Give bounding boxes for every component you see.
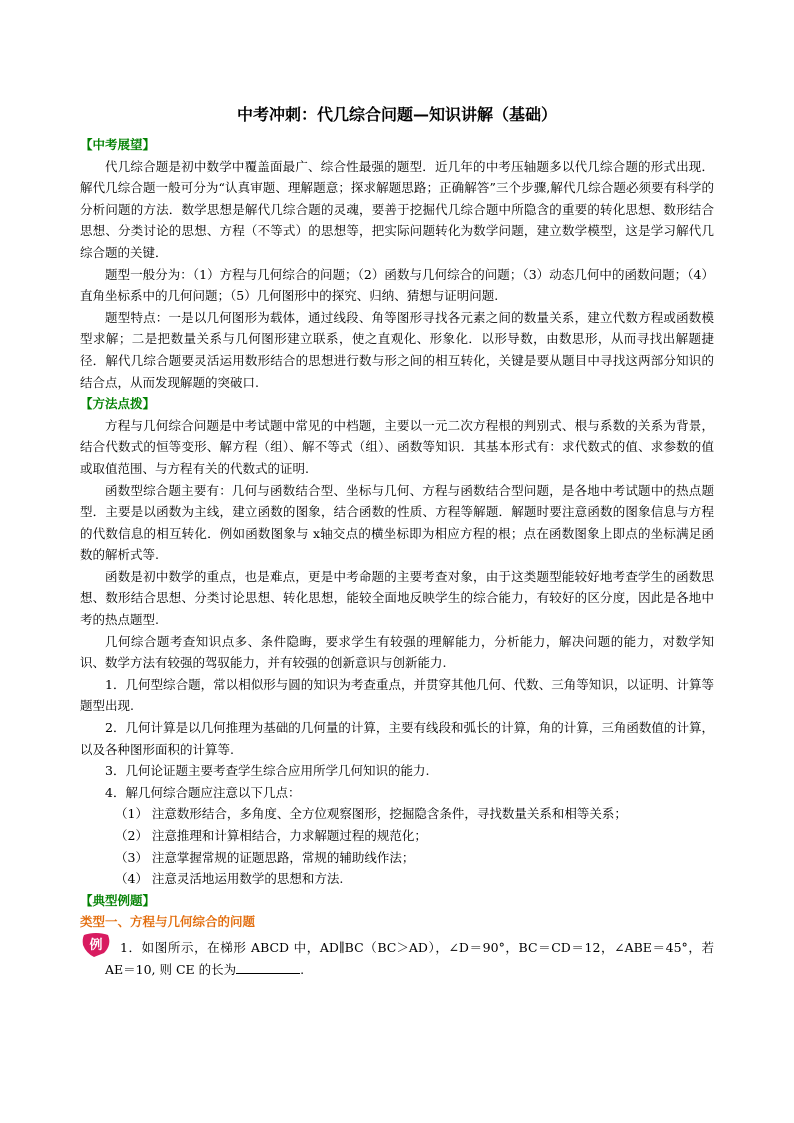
- subsection-heading-type1: 类型一、方程与几何综合的问题: [80, 914, 256, 930]
- paragraph: 几何综合题考查知识点多、条件隐晦，要求学生有较强的理解能力，分析能力，解决问题的能力，对数学知识、数学方法有较强的驾驭能力，并有较强的创新意识与创新能力.: [80, 633, 714, 671]
- paragraph: 题型一般分为：（1）方程与几何综合的问题；（2）函数与几何综合的问题；（3）动态几何中的函数问题；（4）直角坐标系中的几何问题；（5）几何图形中的探究、归纳、猜想与证明问题.: [80, 266, 714, 304]
- example-question: [80, 937, 714, 980]
- section-heading-outlook: 【中考展望】: [80, 137, 156, 152]
- svg-text:例: 例: [89, 937, 103, 953]
- paragraph: 函数是初中数学的重点，也是难点，更是中考命题的主要考查对象，由于这类题型能较好地考查学生的函数思想、数形结合思想、分类讨论思想、转化思想，能较全面地反映学生的综合能力，有较好的区分度，因此是各地中考的热点题型.: [80, 568, 714, 628]
- example-1: [80, 937, 714, 980]
- paragraph: 方程与几何综合问题是中考试题中常见的中档题，主要以一元二次方程根的判别式、根与系数的关系为背景，结合代数式的恒等变形、解方程（组）、解不等式（组）、函数等知识．其基本形式有：求代数式的值、求参数的值或取值范围、与方程有关的代数式的证明.: [80, 417, 714, 476]
- sub-list-item: （1） 注意数形结合，多角度、全方位观察图形，挖掘隐含条件，寻找数量关系和相等关系；: [115, 806, 627, 822]
- sub-list-item: （3） 注意掌握常规的证题思路，常规的辅助线作法；: [115, 849, 415, 865]
- list-item: 1．几何型综合题，常以相似形与圆的知识为考查重点，并贯穿其他几何、代数、三角等知识，以证明、计算等题型出现.: [80, 676, 714, 714]
- example-badge-icon: [80, 931, 112, 959]
- example-question-end: .: [300, 961, 305, 977]
- example-question-text: 1．如图所示，在梯形 ABCD 中，AD∥BC（BC＞AD），∠D＝90°，BC＝CD＝12，∠ABE＝45°，若 AE＝10, 则 CE 的长为: [105, 939, 714, 977]
- answer-blank[interactable]: [236, 961, 300, 974]
- paragraph: 代几综合题是初中数学中覆盖面最广、综合性最强的题型．近几年的中考压轴题多以代几综合题的形式出现．解代几综合题一般可分为“认真审题、理解题意；探求解题思路；正确解答”三个步骤,解代几综合题必须要有科学的分析问题的方法．数学思想是解代几综合题的灵魂，要善于挖掘代几综合题中所隐含的重要的转化思想、数形结合思想、分类讨论的思想、方程（不等式）的思想等，把实际问题转化为数学问题，建立数学模型，这是学习解代几综合题的关键．: [80, 158, 714, 260]
- paragraph: 函数型综合题主要有：几何与函数结合型、坐标与几何、方程与函数结合型问题，是各地中考试题中的热点题型．主要是以函数为主线，建立函数的图象，结合函数的性质、方程等解题．解题时要注意函数的图象信息与方程的代数信息的相互转化．例如函数图象与 x轴交点的横坐标即为相应方程的根；点在函数图象上即点的坐标满足函数的解析式等.: [80, 482, 714, 563]
- sub-list-item: （2） 注意推理和计算相结合，力求解题过程的规范化；: [115, 828, 427, 843]
- page-title: 中考冲刺：代几综合问题—知识讲解（基础）: [236, 105, 557, 124]
- section-heading-examples: 【典型例题】: [80, 892, 156, 908]
- list-item: 4．解几何综合题应注意以下几点：: [105, 784, 301, 800]
- section-heading-methods: 【方法点拨】: [80, 396, 156, 412]
- document-body: [80, 104, 714, 980]
- list-item: 3．几何论证题主要考查学生综合应用所学几何知识的能力.: [105, 763, 430, 779]
- sub-list-item: （4） 注意灵活地运用数学的思想和方法.: [115, 871, 344, 887]
- paragraph: 题型特点：一是以几何图形为载体，通过线段、角等图形寻找各元素之间的数量关系，建立代数方程或函数模型求解；二是把数量关系与几何图形建立联系，使之直观化、形象化．以形导数，由数思形，从而寻找出解题捷径．解代几综合题要灵活运用数形结合的思想进行数与形之间的相互转化，关键是要从题目中寻找这两部分知识的结合点，从而发现解题的突破口.: [80, 309, 714, 390]
- list-item: 2．几何计算是以几何推理为基础的几何量的计算，主要有线段和弧长的计算，角的计算，三角函数值的计算，以及各种图形面积的计算等.: [80, 720, 714, 757]
